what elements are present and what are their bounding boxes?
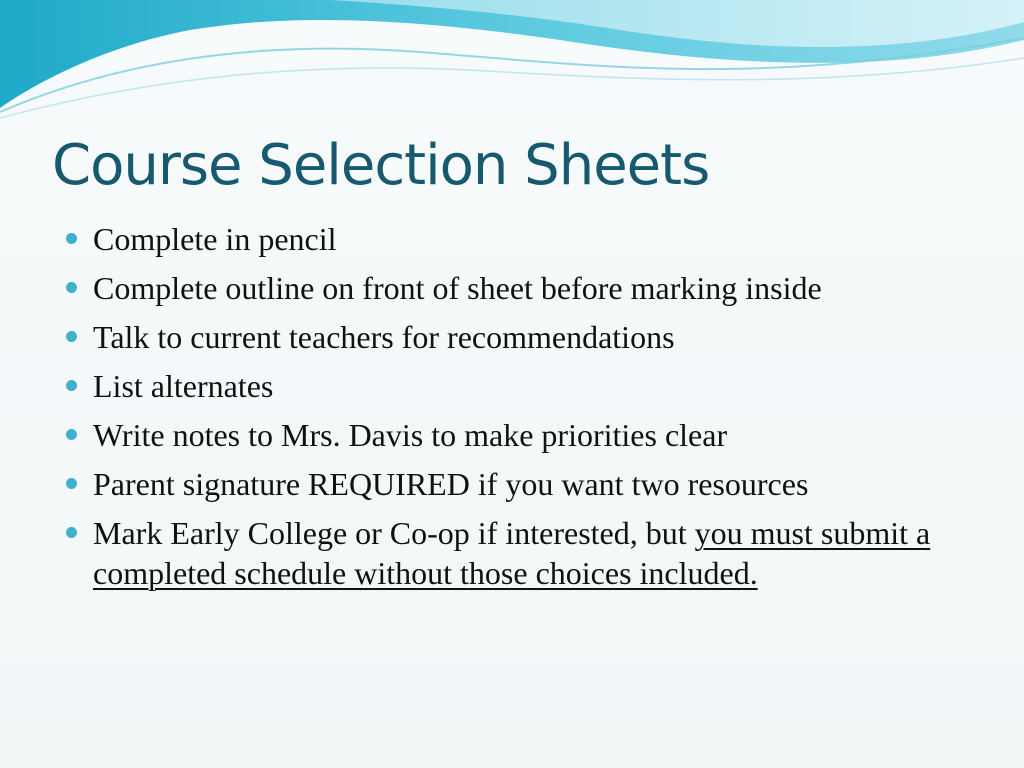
header-wave-decoration xyxy=(0,0,1024,130)
bullet-text: Write notes to Mrs. Davis to make priorities clear xyxy=(93,417,728,453)
bullet-text: Complete outline on front of sheet before marking inside xyxy=(93,270,822,306)
bullet-text: Mark Early College or Co-op if interested, but xyxy=(93,515,695,551)
bullet-item xyxy=(66,219,976,259)
bullet-icon xyxy=(66,429,77,440)
bullet-item xyxy=(66,513,976,593)
bullet-item xyxy=(66,317,976,357)
bullet-list xyxy=(66,219,976,602)
bullet-item xyxy=(66,366,976,406)
bullet-icon xyxy=(66,282,77,293)
bullet-text: List alternates xyxy=(93,368,274,404)
bullet-text-underlined: you must submit a completed schedule without those choices included. xyxy=(93,515,931,591)
bullet-icon xyxy=(66,331,77,342)
bullet-item xyxy=(66,268,976,308)
bullet-text: Complete in pencil xyxy=(93,221,337,257)
bullet-item xyxy=(66,415,976,455)
bullet-icon xyxy=(66,527,77,538)
bullet-text: Talk to current teachers for recommendations xyxy=(93,319,675,355)
bullet-text: Parent signature REQUIRED if you want two resources xyxy=(93,466,809,502)
bullet-icon xyxy=(66,478,77,489)
bullet-icon xyxy=(66,233,77,244)
bullet-item xyxy=(66,464,976,504)
slide-title: Course Selection Sheets xyxy=(52,133,710,198)
bullet-icon xyxy=(66,380,77,391)
